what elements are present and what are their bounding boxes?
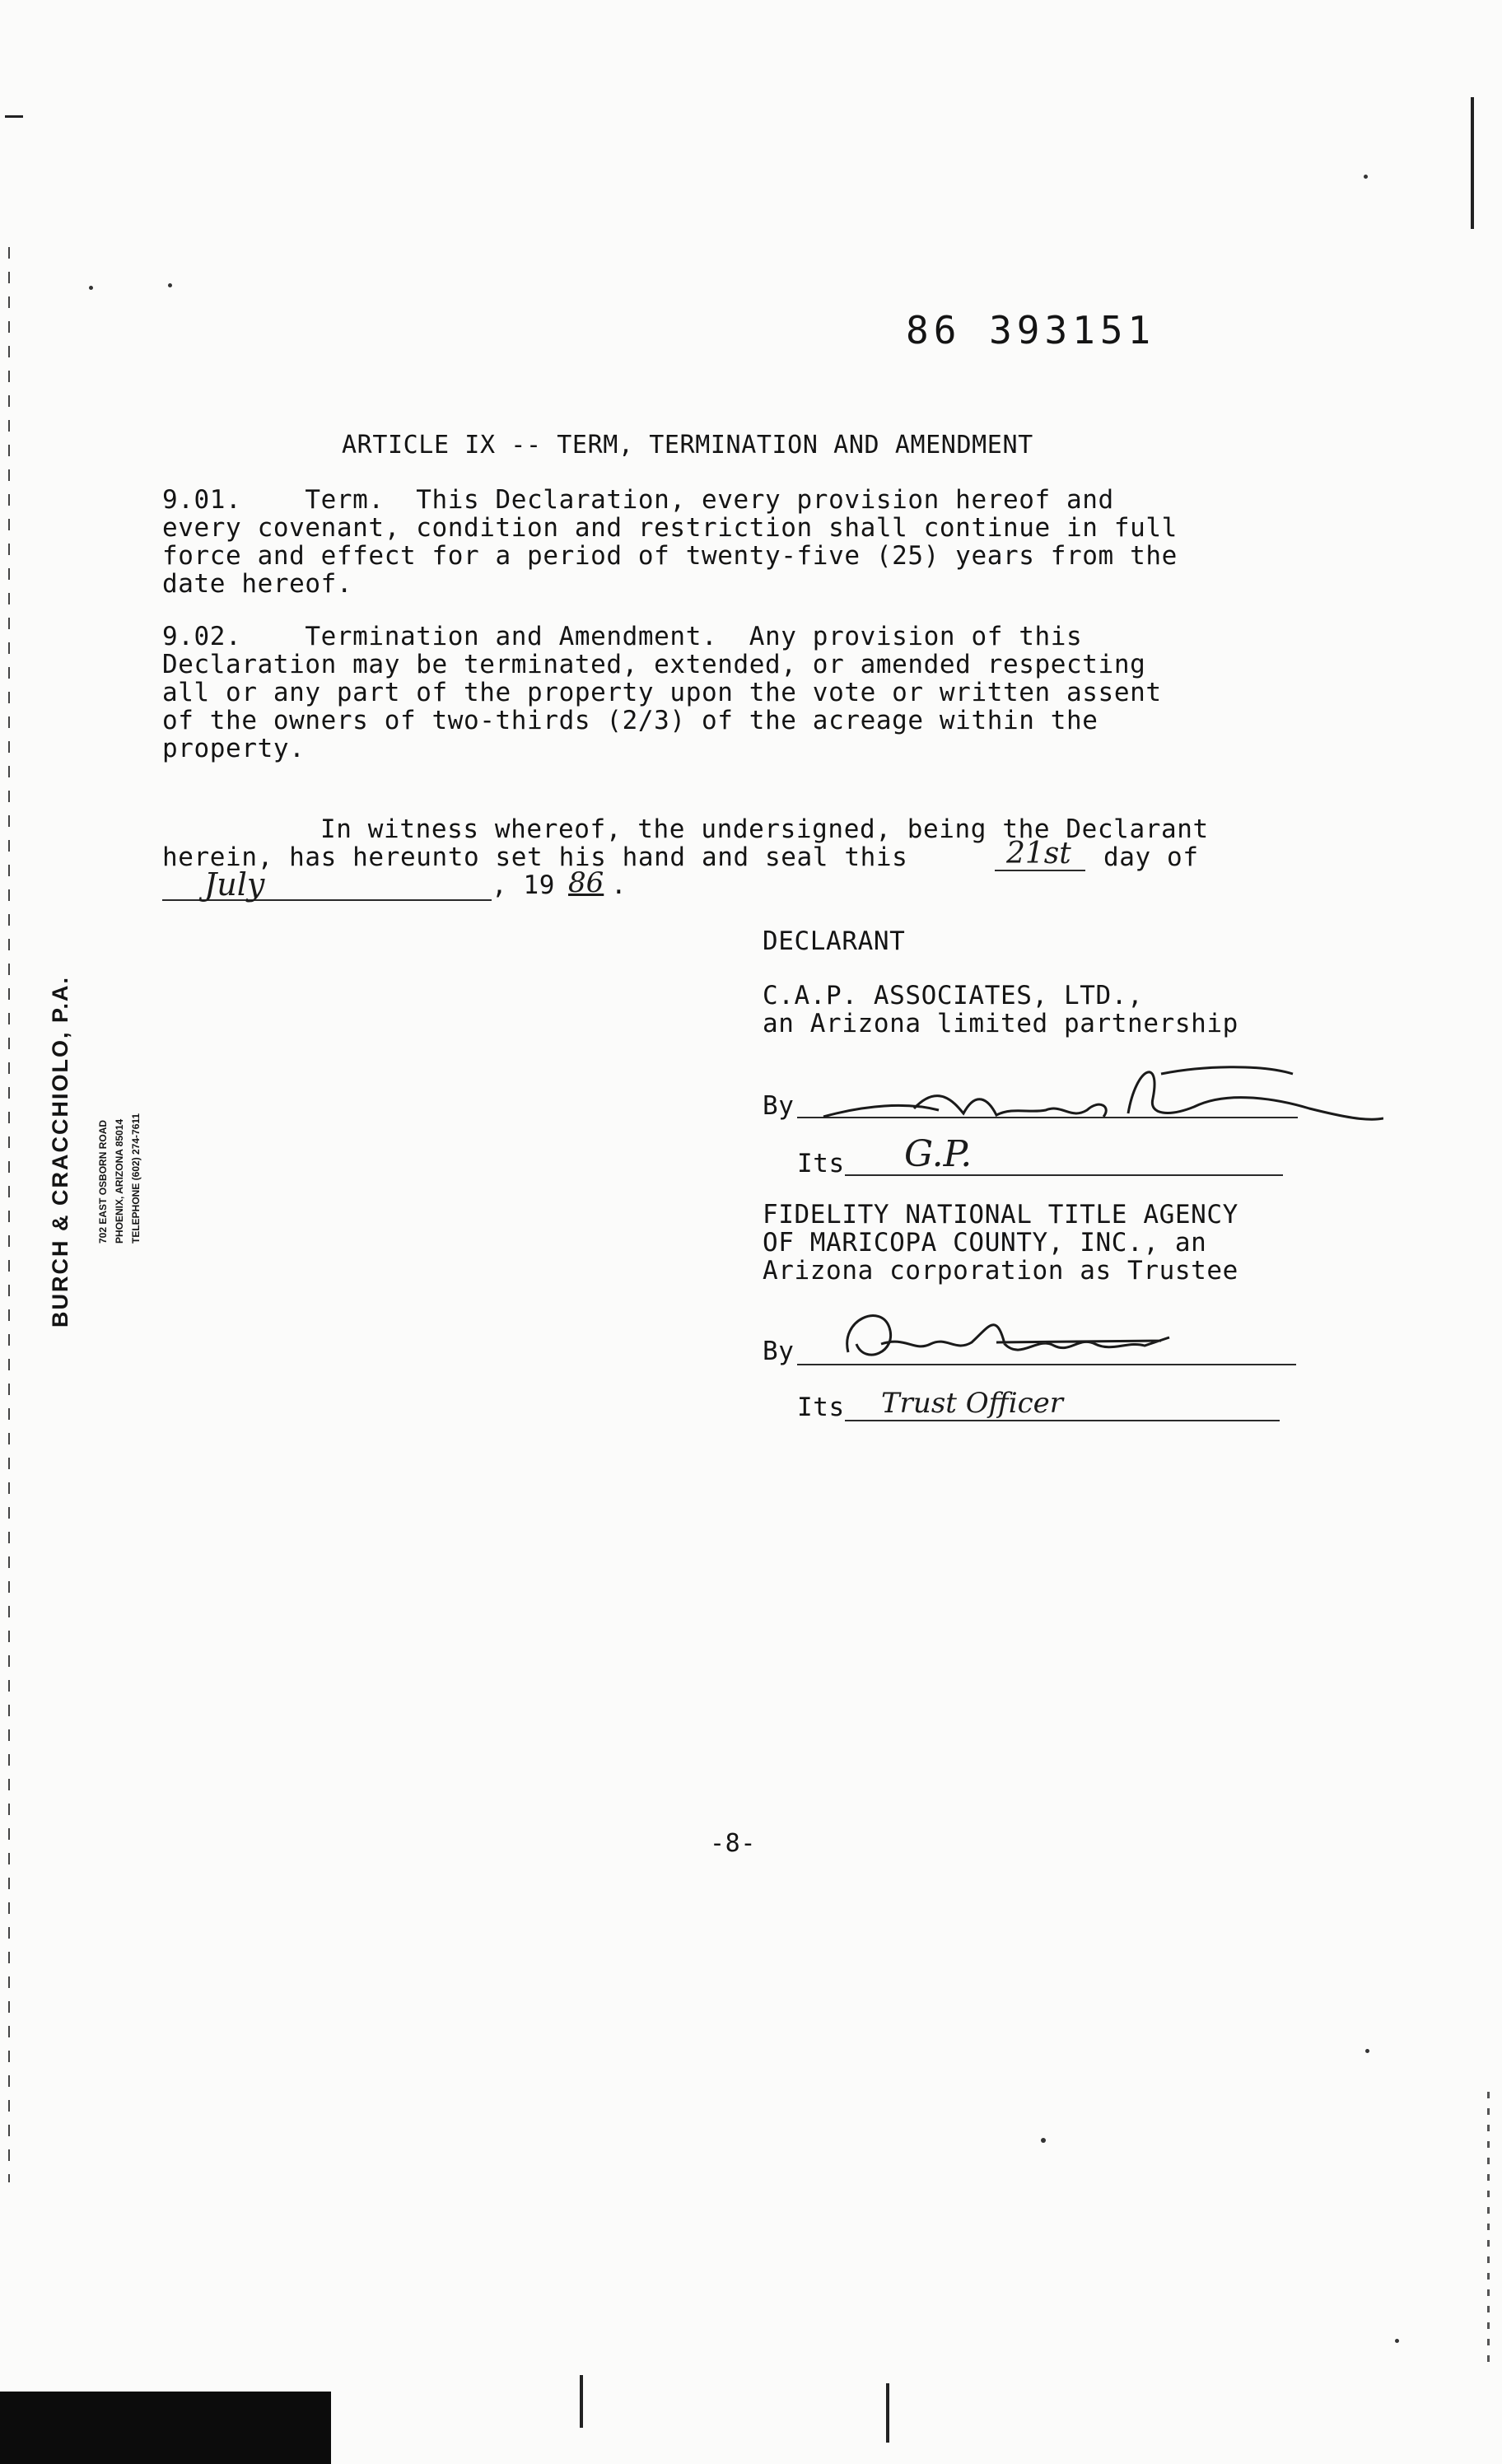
scan-edge-right-lower xyxy=(1487,2092,1490,2364)
section-line: of the owners of two-thirds (2/3) of the acreage within the xyxy=(162,706,1099,735)
section-line: Declaration may be terminated, extended, or amended respecting xyxy=(162,650,1146,679)
scan-speck xyxy=(1364,175,1368,179)
party2-its-line xyxy=(845,1420,1280,1421)
law-firm-city: PHOENIX, ARIZONA 85014 xyxy=(114,1118,125,1244)
party2-by-label: By xyxy=(763,1337,795,1366)
witness-month-handwritten: July xyxy=(204,866,265,903)
witness-day-of: day of xyxy=(1103,842,1199,872)
witness-line-2: herein, has hereunto set his hand and seal this xyxy=(162,842,908,872)
law-firm-phone: TELEPHONE (602) 274-7611 xyxy=(130,1113,142,1244)
scan-speck xyxy=(168,283,172,287)
scan-speck xyxy=(89,286,93,290)
section-line: 9.01. Term. This Declaration, every provision hereof and xyxy=(162,485,1114,515)
party1-its-label: Its xyxy=(797,1149,845,1178)
party1-signature xyxy=(815,1049,1383,1140)
scan-edge-right xyxy=(1471,97,1474,229)
party1-description: an Arizona limited partnership xyxy=(763,1009,1238,1038)
scan-bottom-tick xyxy=(886,2383,889,2443)
section-line: all or any part of the property upon the vote or written assent xyxy=(162,678,1162,707)
party1-by-label: By xyxy=(763,1091,795,1121)
section-line: property. xyxy=(162,734,306,763)
scan-corner-mark xyxy=(5,115,23,118)
declarant-label: DECLARANT xyxy=(763,926,906,956)
witness-line-1: In witness whereof, the undersigned, being the Declarant xyxy=(320,814,1209,844)
law-firm-address: 702 EAST OSBORN ROAD xyxy=(97,1119,109,1244)
law-firm-name: BURCH & CRACCHIOLO, P.A. xyxy=(48,975,72,1328)
party1-its-title: G.P. xyxy=(904,1133,973,1175)
witness-year-handwritten: 86 xyxy=(568,866,604,899)
record-number: 86 393151 xyxy=(906,308,1156,352)
section-line: every covenant, condition and restriction shall continue in full xyxy=(162,513,1178,543)
witness-year-period: . xyxy=(611,870,627,900)
scan-speck xyxy=(1041,2138,1046,2143)
party1-name: C.A.P. ASSOCIATES, LTD., xyxy=(763,981,1144,1010)
scan-speck xyxy=(1395,2339,1399,2343)
party2-its-label: Its xyxy=(797,1393,845,1422)
scan-speck xyxy=(1365,2049,1369,2053)
section-line: date hereof. xyxy=(162,569,353,599)
section-9-01 xyxy=(162,486,1178,598)
scan-bottom-block xyxy=(0,2392,331,2464)
section-line: force and effect for a period of twenty-five (25) years from the xyxy=(162,541,1178,571)
scan-bottom-tick xyxy=(580,2375,583,2428)
section-line: 9.02. Termination and Amendment. Any provision of this xyxy=(162,622,1083,651)
page-number: -8- xyxy=(710,1829,756,1858)
party2-line: OF MARICOPA COUNTY, INC., an xyxy=(763,1228,1207,1258)
article-title: ARTICLE IX -- TERM, TERMINATION AND AMENDMENT xyxy=(342,431,1033,460)
witness-day-handwritten: 21st xyxy=(1006,837,1071,870)
party2-line: FIDELITY NATIONAL TITLE AGENCY xyxy=(763,1200,1238,1230)
scan-edge-left xyxy=(8,247,10,2182)
party2-its-title: Trust Officer xyxy=(881,1387,1063,1420)
party2-signature xyxy=(832,1295,1178,1374)
section-9-02 xyxy=(162,623,1162,763)
witness-year-prefix: , 19 xyxy=(492,870,556,900)
party2-name-block xyxy=(763,1201,1238,1285)
party2-line: Arizona corporation as Trustee xyxy=(763,1256,1238,1286)
